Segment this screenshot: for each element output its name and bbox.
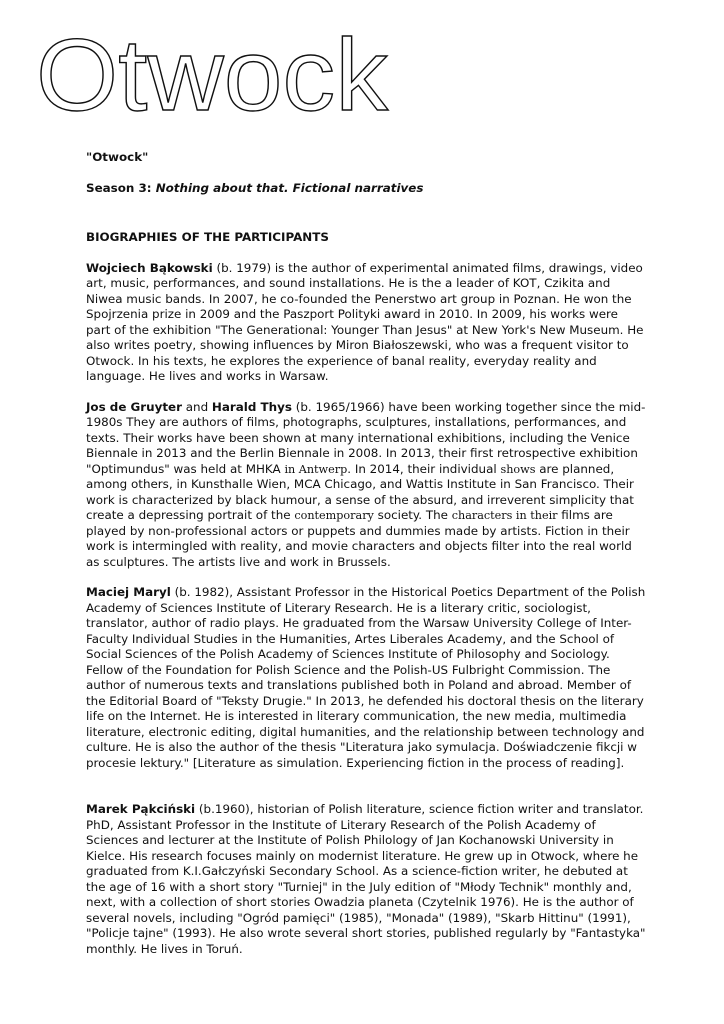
bio-text: society. The — [373, 508, 452, 522]
bio-text: (b. 1965/1966) have been working together since the mid-1980s They are authors of films, photographs, sculptures, installations, performances, and texts. Their works have been shown at many international exhibitions, including the Venice Biennale in 2013 and the Berlin Biennale in 2008. In 2013, their first retrospective exhibition "Optimundus" was held at MHKA — [86, 399, 646, 476]
participant-name: Wojciech Bąkowski — [86, 260, 213, 275]
bio-paragraph — [86, 802, 646, 957]
otwock-logo — [34, 30, 394, 122]
bio-text-serif: shows — [500, 462, 536, 476]
bio-text: . In 2014, their individual — [347, 461, 501, 476]
participant-name: Marek Pąkciński — [86, 802, 196, 816]
season-title: Nothing about that. Fictional narratives — [155, 180, 424, 195]
participant-name: Jos de Gruyter — [86, 399, 182, 414]
bio-text-serif: in Antwerp — [284, 462, 348, 476]
bio-text-serif: contemporary — [294, 509, 374, 522]
participant-name: Harald Thys — [211, 399, 292, 414]
bio-paragraph — [86, 400, 646, 571]
bio-paragraph — [86, 585, 646, 771]
bio-text: films are played by non-professional actors or puppets and dummies made by artists. Fiction in their work is intermingled with reality, and movie characters and objects filter into the real world as sculptures. The artists live and work in Brussels. — [86, 508, 632, 569]
bio-text-serif: characters in their — [451, 509, 558, 522]
bio-text: (b. 1979) is the author of experimental animated films, drawings, video art, music, performances, and sound installations. He is the a leader of KOT, Czikita and Niwea music bands. In 2007, he co-founded the Penerstwo art group in Poznan. He won the Spojrzenia prize in 2009 and the Paszport Polityki award in 2010. In 2009, his works were part of the exhibition "The Generational: Younger Than Jesus" at New York's New Museum. He also writes poetry, showing influences by Miron Białoszewski, who was a frequent visitor to Otwock. In his texts, he explores the experience of banal reality, everyday reality and language. He lives and works in Warsaw. — [86, 260, 644, 383]
bio-text: are planned, among others, in Kunsthalle Wien, MCA Chicago, and Wattis Institute in San Francisco. Their work is characterized by black humour, a sense of the absurd, and irreverent simplicity that create a depressing portrait of the — [86, 461, 634, 522]
season-line — [86, 181, 646, 197]
participant-name: Maciej Maryl — [86, 585, 171, 599]
bio-connector: and — [181, 399, 212, 414]
bio-text: (b. 1982), Assistant Professor in the Historical Poetics Department of the Polish Academy of Sciences Institute of Literary Research. He is a literary critic, sociologist, translator, author of radio plays. He graduated from the Warsaw University College of Inter-Faculty Individual Studies in the Humanities, Artes Liberales Academy, and the School of Social Sciences of the Polish Academy of Sciences Institute of Philosophy and Sociology. Fellow of the Foundation for Polish Science and the Polish-US Fulbright Commission. The author of numerous texts and translations published both in Poland and abroad. Member of the Editorial Board of "Teksty Drugie." In 2013, he defended his doctoral thesis on the literary life on the Internet. He is interested in literary communication, the new media, multimedia literature, electronic editing, digital humanities, and the relationship between technology and culture. He is also the author of the thesis "Literatura jako symulacja. Doświadczenie fikcji w procesie lektury." [Literature as simulation. Experiencing fiction in the process of reading]. — [86, 585, 646, 770]
bio-paragraph — [86, 261, 646, 385]
season-label: Season 3: — [86, 180, 152, 195]
document-title: "Otwock" — [86, 150, 149, 164]
bio-text: (b.1960), historian of Polish literature, science fiction writer and translator. PhD, Assistant Professor in the Institute of Literary Research of the Polish Academy of Sciences and lecturer at the Institute of Polish Philology of Jan Kochanowski University in Kielce. His research focuses mainly on modernist literature. He grew up in Otwock, where he graduated from K.I.Gałczyński Secondary School. As a science-fiction writer, he debuted at the age of 16 with a short story "Turniej" in the July edition of "Młody Technik" monthly and, next, with a collection of short stories Owadzia planeta (Czytelnik 1976). He is the author of several novels, including "Ogród pamięci" (1985), "Monada" (1989), "Skarb Hittinu" (1991), "Policje tajne" (1993). He also wrote several short stories, published regularly by "Fantastyka" monthly. He lives in Toruń. — [86, 802, 646, 956]
document-body — [86, 150, 646, 972]
section-heading: BIOGRAPHIES OF THE PARTICIPANTS — [86, 230, 329, 244]
logo-text: Otwock — [36, 30, 390, 122]
